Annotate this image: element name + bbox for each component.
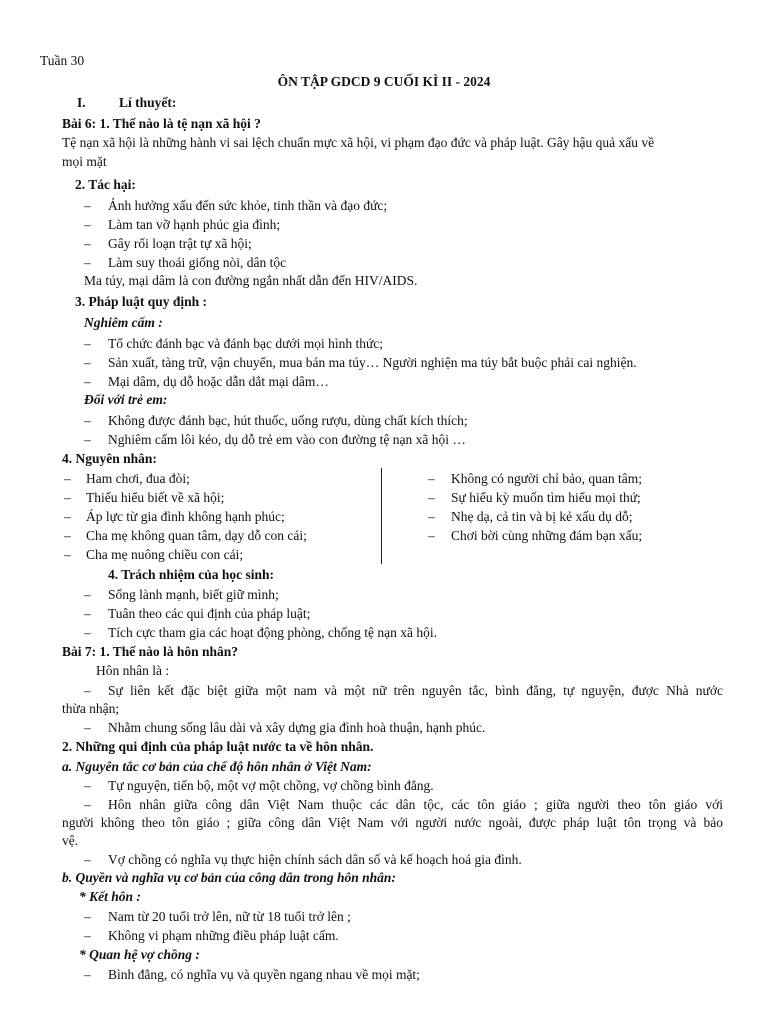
dash-bullet: – — [64, 490, 71, 505]
dash-bullet: – — [84, 606, 91, 621]
dash-bullet: – — [84, 778, 91, 793]
section-number: I. — [77, 95, 86, 110]
lesson6-law-heading: 3. Pháp luật quy định : — [75, 294, 208, 309]
list-item: Nghiêm cấm lôi kéo, dụ dỗ trẻ em vào con đường tệ nạn xã hội … — [108, 432, 466, 447]
marriage-definition-line2: thừa nhận; — [62, 701, 120, 716]
dash-bullet: – — [84, 797, 91, 812]
list-item: Sự hiếu kỳ muốn tìm hiểu mọi thứ; — [451, 490, 641, 505]
dash-bullet: – — [84, 198, 91, 213]
list-item: Tuân theo các qui định của pháp luật; — [108, 606, 311, 621]
lesson6-question1: Bài 6: 1. Thế nào là tệ nạn xã hội ? — [62, 116, 261, 131]
lesson6-harms-heading: 2. Tác hại: — [75, 177, 136, 192]
lesson6-definition-line2: mọi mặt — [62, 154, 107, 169]
lesson6-definition-line1: Tệ nạn xã hội là những hành vi sai lệch chuẩn mực xã hội, vi phạm đạo đức và pháp luật. Gây hậu quả xấu về — [62, 135, 655, 150]
dash-bullet: – — [84, 928, 91, 943]
dash-bullet: – — [84, 255, 91, 270]
list-item: Ham chơi, đua đòi; — [86, 471, 190, 486]
list-item: Nhẹ dạ, cả tin và bị kẻ xấu dụ dỗ; — [451, 509, 633, 524]
dash-bullet: – — [84, 967, 91, 982]
forbidden-label: Nghiêm cấm : — [84, 315, 163, 330]
dash-bullet: – — [64, 509, 71, 524]
dash-bullet: – — [428, 509, 435, 524]
column-divider — [381, 468, 382, 564]
list-item: Làm tan vỡ hạnh phúc gia đình; — [108, 217, 281, 232]
dash-bullet: – — [84, 909, 91, 924]
dash-bullet: – — [428, 471, 435, 486]
list-item: Không vi phạm những điều pháp luật cấm. — [108, 928, 339, 943]
list-item: Gây rối loạn trật tự xã hội; — [108, 236, 252, 251]
week-label: Tuần 30 — [40, 53, 85, 68]
list-item: Sản xuất, tàng trữ, vận chuyển, mua bán ma túy… Người nghiện ma túy bắt buộc phải cai nghiện. — [108, 355, 637, 370]
lesson7-question1: Bài 7: 1. Thế nào là hôn nhân? — [62, 644, 239, 659]
harms-note: Ma túy, mại dâm là con đường ngắn nhất dẫn đến HIV/AIDS. — [84, 273, 418, 288]
list-item: Áp lực từ gia đình không hạnh phúc; — [86, 509, 285, 524]
dash-bullet: – — [84, 217, 91, 232]
list-item: Không có người chỉ bảo, quan tâm; — [451, 471, 643, 486]
principle-3: Vợ chồng có nghĩa vụ thực hiện chính sách dân số và kế hoạch hoá gia đình. — [108, 852, 522, 867]
marriage-definition-2: Nhằm chung sống lâu dài và xây dựng gia đình hoà thuận, hạnh phúc. — [108, 720, 486, 735]
marriage-intro: Hôn nhân là : — [96, 663, 170, 678]
principle-2-line1: Hôn nhân giữa công dân Việt Nam thuộc các dân tộc, các tôn giáo ; giữa người theo tôn giáo với — [108, 797, 723, 812]
dash-bullet: – — [428, 528, 435, 543]
dash-bullet: – — [84, 413, 91, 428]
list-item: Chơi bời cùng những đám bạn xấu; — [451, 528, 643, 543]
dash-bullet: – — [84, 625, 91, 640]
dash-bullet: – — [64, 547, 71, 562]
lesson7-law-heading: 2. Những qui định của pháp luật nước ta về hôn nhân. — [62, 739, 374, 754]
list-item: Thiếu hiểu biết về xã hội; — [86, 490, 225, 505]
section-heading: Lí thuyết: — [119, 95, 177, 110]
dash-bullet: – — [84, 432, 91, 447]
dash-bullet: – — [64, 471, 71, 486]
list-item: Mại dâm, dụ dỗ hoặc dẫn dắt mại dâm… — [108, 374, 329, 389]
dash-bullet: – — [84, 336, 91, 351]
dash-bullet: – — [84, 852, 91, 867]
list-item: Bình đẳng, có nghĩa vụ và quyền ngang nhau về mọi mặt; — [108, 967, 420, 982]
list-item: Cha mẹ nuông chiều con cái; — [86, 547, 244, 562]
dash-bullet: – — [84, 374, 91, 389]
rights-duties-heading: b. Quyền và nghĩa vụ cơ bản của công dân trong hôn nhân: — [62, 870, 396, 885]
list-item: Tổ chức đánh bạc và đánh bạc dưới mọi hình thức; — [108, 336, 384, 351]
marriage-conditions-label: * Kết hôn : — [79, 889, 141, 904]
list-item: Không được đánh bạc, hút thuốc, uống rượu, dùng chất kích thích; — [108, 413, 468, 428]
lesson6-duties-heading: 4. Trách nhiệm của học sinh: — [108, 567, 275, 582]
list-item: Nam từ 20 tuổi trở lên, nữ từ 18 tuổi trở lên ; — [108, 909, 351, 924]
lesson6-causes-heading: 4. Nguyên nhân: — [62, 451, 157, 466]
principles-heading: a. Nguyên tắc cơ bản của chế độ hôn nhân ở Việt Nam: — [62, 759, 372, 774]
marriage-definition-line1: Sự liên kết đặc biệt giữa một nam và một nữ trên nguyên tắc, bình đẳng, tự nguyện, được Nhà nước — [108, 683, 723, 698]
list-item: Sống lành mạnh, biết giữ mình; — [108, 587, 279, 602]
dash-bullet: – — [84, 236, 91, 251]
dash-bullet: – — [64, 528, 71, 543]
dash-bullet: – — [84, 683, 91, 698]
principle-2-line3: vệ. — [62, 833, 79, 848]
dash-bullet: – — [84, 355, 91, 370]
list-item: Tích cực tham gia các hoạt động phòng, chống tệ nạn xã hội. — [108, 625, 437, 640]
spouse-relations-label: * Quan hệ vợ chồng : — [79, 947, 200, 962]
dash-bullet: – — [84, 720, 91, 735]
list-item: Cha mẹ không quan tâm, dạy dỗ con cái; — [86, 528, 307, 543]
principle-1: Tự nguyện, tiến bộ, một vợ một chồng, vợ chồng bình đẳng. — [108, 778, 434, 793]
list-item: Ảnh hưởng xấu đến sức khỏe, tinh thần và đạo đức; — [108, 198, 388, 213]
document-title: ÔN TẬP GDCD 9 CUỐI KÌ II - 2024 — [277, 74, 491, 89]
principle-2-line2: người không theo tôn giáo ; giữa công dân Việt Nam với người nước ngoài, được pháp luật tôn trọng và bảo — [62, 815, 723, 830]
list-item: Làm suy thoái giống nòi, dân tộc — [108, 255, 287, 270]
children-label: Đối với trẻ em: — [84, 392, 168, 407]
dash-bullet: – — [84, 587, 91, 602]
dash-bullet: – — [428, 490, 435, 505]
